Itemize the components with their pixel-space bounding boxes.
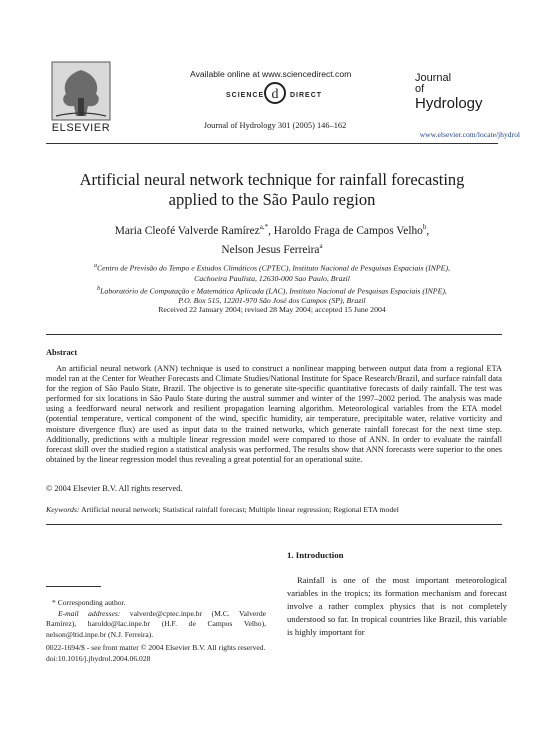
abstract-heading: Abstract (46, 348, 78, 357)
journal-logo-line2: of (415, 83, 425, 95)
abstract-copyright: © 2004 Elsevier B.V. All rights reserved. (46, 484, 183, 493)
corresponding-author: * Corresponding author. (52, 598, 126, 607)
available-online: Available online at www.sciencedirect.com (190, 69, 352, 79)
author-3-affil: a (319, 241, 323, 250)
keywords-label: Keywords: (46, 505, 80, 514)
email-label: E-mail addresses: (58, 608, 121, 618)
issn-doi (46, 643, 306, 664)
svg-text:DIRECT: DIRECT (290, 92, 323, 99)
keywords (46, 505, 399, 514)
journal-reference: Journal of Hydrology 301 (2005) 146–162 (203, 121, 347, 130)
affil-b-line1: Laboratório de Computação e Matemática Aplicada (LAC), Instituto Nacional de Pesquisas Espaciais (INPE), (100, 286, 447, 296)
affiliations (60, 261, 484, 306)
introduction-text: Rainfall is one of the most important meteorological variables in the tropics; its formation mechanism and forecast involve a rather complex physics that is not completely understood so far. In tropical countries like Brazil, this variable is highly important for (287, 575, 507, 638)
affil-a-line1: Centro de Previsão do Tempo e Estudos Climáticos (CPTEC), Instituto Nacional de Pesquisas Espaciais (INPE), (96, 263, 450, 273)
abstract-body (46, 364, 502, 465)
affil-b-line2: P.O. Box 515, 12201-970 São José dos Campos (SP), Brazil (178, 296, 366, 306)
author-2-affil: b (422, 223, 427, 231)
author-list (50, 220, 494, 258)
article-title (50, 170, 494, 210)
svg-text:d: d (271, 87, 279, 102)
journal-logo-line1: Journal (415, 72, 452, 84)
author-1-affil: a,* (259, 223, 269, 231)
author-sep: , (426, 224, 430, 237)
introduction-body (287, 574, 507, 639)
section-heading-introduction: 1. Introduction (287, 550, 344, 560)
abstract-top-rule (46, 334, 502, 335)
affil-a-line2: Cachoeira Paulista, 12630-000 Sao Paulo, Brazil (194, 273, 350, 283)
journal-website-link[interactable]: www.elsevier.com/locate/jhydrol (419, 130, 520, 139)
publisher-name: ELSEVIER (51, 122, 111, 134)
footnote-rule (46, 586, 101, 587)
author-2[interactable]: , Haroldo Fraga de Campos Velho (268, 224, 423, 237)
keywords-text: Artificial neural network; Statistical rainfall forecast; Multiple linear regression; Regional ETA model (81, 505, 399, 514)
title-line2: applied to the São Paulo region (168, 190, 376, 209)
author-3[interactable]: Nelson Jesus Ferreira (221, 243, 320, 256)
received-dates: Received 22 January 2004; revised 28 May 2004; accepted 15 June 2004 (158, 305, 386, 314)
affil-a-marker: a (93, 263, 97, 269)
svg-text:SCIENCE: SCIENCE (226, 92, 265, 99)
header-rule (46, 143, 498, 144)
keywords-rule (46, 524, 502, 525)
affil-b-marker: b (97, 285, 101, 292)
abstract-text: An artificial neural network (ANN) technique is used to construct a nonlinear mapping between output data from a regional ETA model ran at the Center for Weather Forecasts and Climate Studies/National Institute for Space Research/Brazil, and surface rainfall data for the region of São Paulo State, Brazil. The objective is to generate site-specific quantitative forecasts of daily rainfall. The test was performed for six locations in São Paulo State during the austral summer and winter of the 1997–2002 period. The analysis was made using a feedforward neural network and resilient propagation learning algorithm. Meteorological variables from the ETA model (potential temperature, vertical component of the wind, specific humidity, air temperature, precipitable water, relative vorticity and moisture divergence flux) are used as input data to the trained networks, which generate rainfall forecast for the next time step. Additionally, predictions with a multiple linear regression model were compared to those of ANN. In order to evaluate the rainfall forecast skill over the studied region a statistical analysis was performed. The results show that ANN forecasts were superior to the ones obtained by the linear regression model thus revealing a great potential for an operational suite. (46, 364, 502, 464)
sciencedirect-logo (220, 80, 330, 106)
email-addresses[interactable]: valverde@cptec.inpe.br (M.C. Valverde Ramírez), haroldo@lac.inpe.br (H.F. de Campos Velho), nelson@ltid.inpe.br (N.J. Ferreira). (46, 608, 266, 640)
issn-line: 0022-1694/$ - see front matter © 2004 Elsevier B.V. All rights reserved. (46, 643, 266, 652)
footnote (46, 598, 266, 641)
author-1[interactable]: Maria Cleofé Valverde Ramírez (114, 224, 260, 237)
doi-line[interactable]: doi:10.1016/j.jhydrol.2004.06.028 (46, 653, 151, 663)
journal-logo-line3: Hydrology (415, 95, 483, 112)
journal-logo (415, 73, 505, 123)
title-line1: Artificial neural network technique for rainfall forecasting (79, 170, 465, 189)
